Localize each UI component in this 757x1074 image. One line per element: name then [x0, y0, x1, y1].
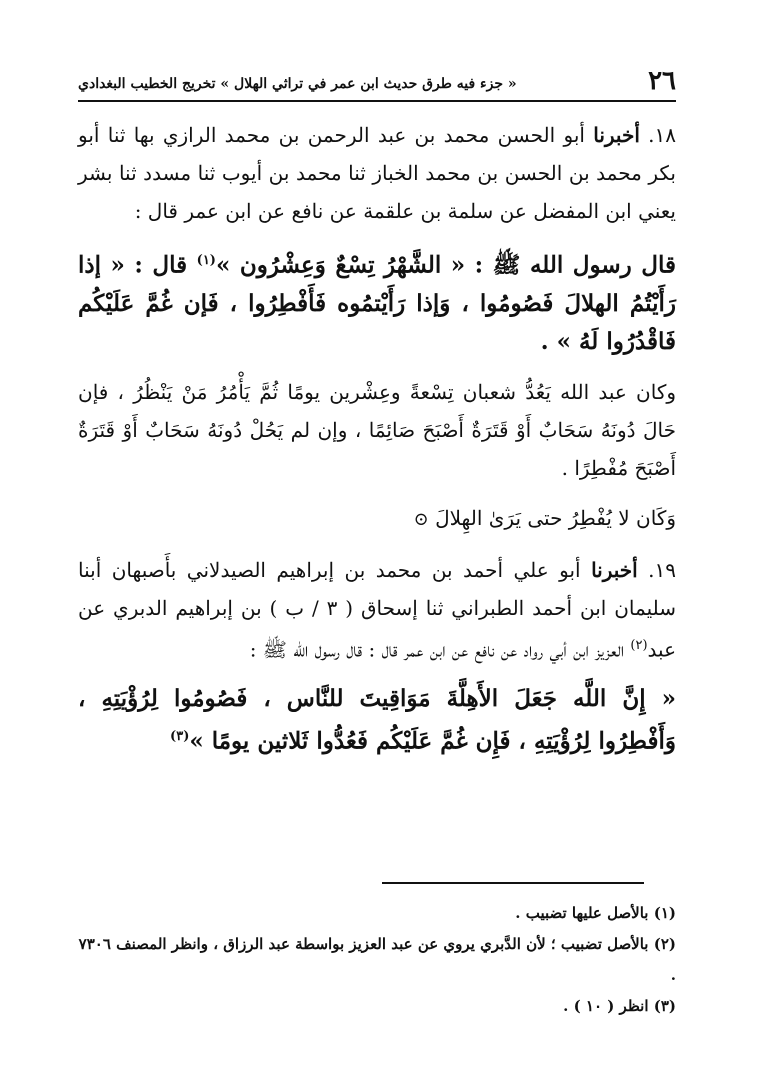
- isnad-text-part-2: العزيز ابن أبي رواد عن نافع عن ابن عمر قال : قال رسول الله ﷺ :: [249, 637, 625, 662]
- footnote-2: [78, 929, 676, 991]
- footnotes: [78, 898, 676, 1022]
- footnote-marker: (٣): [653, 997, 676, 1015]
- matn-text-part-1: قال رسول الله ﷺ : « الشَّهْرُ تِسْعٌ وَعِشْرُون »: [215, 251, 676, 279]
- footnote-text: انظر ( ١٠ ) .: [563, 997, 649, 1015]
- closing-text: وَكَان لا يُفْطِرُ حتى يَرَىٰ الهِلالَ: [435, 505, 676, 530]
- hadith-18-isnad: [78, 116, 676, 230]
- footnote-marker: (١): [653, 904, 676, 922]
- isnad-text: أبو الحسن محمد بن عبد الرحمن بن محمد الرازي بها ثنا أبو بكر محمد بن الحسن بن محمد الخباز ثنا محمد بن أيوب ثنا مسدد ثنا بشر يعني ابن المفضل عن سلمة بن علقمة عن نافع عن ابن عمر قال :: [78, 123, 676, 223]
- hadith-number: ١٨.: [648, 123, 676, 147]
- hadith-18-closing: [78, 499, 676, 539]
- footnote-text: بالأصل عليها تضبيب .: [515, 904, 649, 922]
- hadith-18-practice: [78, 373, 676, 487]
- footnote-3: [78, 991, 676, 1022]
- footnote-ref-1: (١): [196, 253, 216, 268]
- hadith-19-matn: [78, 680, 676, 761]
- akhbarana-label: أخبرنا: [591, 557, 638, 582]
- footnote-ref-2: (٢): [630, 637, 648, 653]
- footnote-divider: [382, 882, 644, 884]
- matn-text-part-2: قال : « إذا رَأَيْتُمُ الهلالَ فَصُومُوا ، وَإذا رَأَيْتمُوه فَأَفْطِرُوا ، فَإن غُمَّ عَلَيْكُم فَاقْدُرُوا لَهُ » .: [78, 251, 676, 355]
- matn-text: « إِنَّ اللَّه جَعَلَ الأَهِلَّةَ مَوَاقِيتَ للنَّاس ، فَصُومُوا لِرُؤْيَتِهِ ، وَأَفْطِرُوا لِرُؤْيَتِهِ ، فَإِن غُمَّ عَلَيْكُم فَعُدُّوا ثَلاثين يومًا »: [78, 685, 676, 755]
- akhbarana-label: أخبرنا: [593, 123, 640, 147]
- practice-text: وكان عبد الله يَعُدُّ شعبان تِسْعةً وعِشْرين يومًا ثُمَّ يَأْمُرُ مَنْ يَنْظُرُ ، فإن حَالَ دُونَهُ سَحَابٌ أَوْ قَتَرَةٌ أَصْبَحَ صَائِمًا ، وإن لم يَحُلْ دُونَهُ سَحَابٌ أَوْ قَتَرَةٌ أَصْبَحَ مُفْطِرًا .: [78, 379, 676, 480]
- isnad-text-part-1: أبو علي أحمد بن محمد بن إبراهيم الصيدلاني بأَصبهان أبنا سليمان ابن أحمد الطبراني ثنا إسحاق ( ٣ / ب ) بن إبراهيم الدبري عن عبد: [78, 557, 676, 662]
- footnote-1: [78, 898, 676, 929]
- footnote-marker: (٢): [653, 935, 676, 953]
- footnote-text: بالأصل تضبيب ؛ لأن الدَّبري يروي عن عبد العزيز بواسطة عبد الرزاق ، وانظر المصنف ٧٣٠٦ .: [78, 935, 676, 984]
- hadith-18-matn: [78, 242, 676, 361]
- hadith-19-isnad: [78, 551, 676, 669]
- running-title: « جزء فيه طرق حديث ابن عمر في تراثي الهلال » تخريج الخطيب البغدادي: [78, 76, 517, 92]
- footnote-ref-3: (٣): [170, 729, 190, 745]
- page-number: ٢٦: [648, 66, 676, 96]
- end-circle-icon: ⊙: [413, 508, 429, 530]
- main-text: [78, 116, 676, 773]
- running-header: [78, 66, 676, 102]
- hadith-number: ١٩.: [648, 557, 677, 582]
